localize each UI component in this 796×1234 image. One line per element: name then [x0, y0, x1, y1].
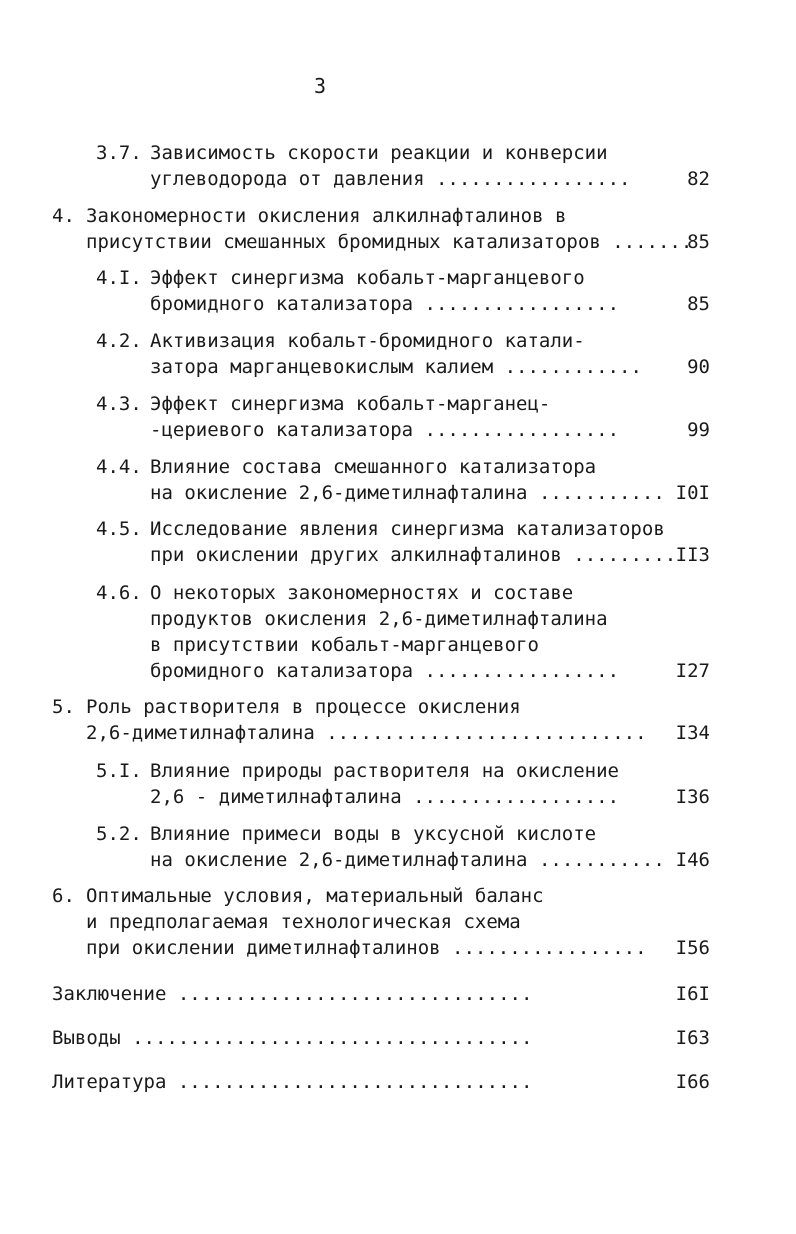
entry-title-line: Оптимальные условия, материальный баланс — [86, 885, 544, 907]
entry-page-number: I56 — [675, 937, 710, 959]
entry-title-line: продуктов окисления 2,6-диметилнафталина — [150, 608, 608, 630]
entry-title-line: Зависимость скорости реакции и конверсии — [150, 142, 608, 164]
entry-title-line: Влияние природы растворителя на окисление — [150, 760, 619, 782]
entry-title-last-line: -цериевого катализатора ................. — [150, 419, 620, 441]
entry-number: 4. — [52, 205, 75, 227]
entry-title-last-line: при окислении других алкилнафталинов ......... — [150, 544, 677, 566]
entry-title-last-line: на окисление 2,6-диметилнафталина ........... — [150, 849, 665, 871]
leader-dots: ................. — [413, 293, 620, 315]
leader-dots: ....... — [600, 231, 693, 253]
entry-number: 4.I. — [96, 267, 142, 289]
entry-number: 6. — [52, 885, 75, 907]
leader-dots: .................. — [401, 786, 620, 808]
entry-number: 5.2. — [96, 823, 142, 845]
leader-dots: ................................... — [120, 1027, 533, 1049]
entry-number: 4.2. — [96, 330, 142, 352]
entry-page-number: II3 — [675, 544, 710, 566]
entry-title-line: в присутствии кобальт-марганцевого — [150, 634, 539, 656]
entry-title-line: Исследование явления синергизма катализаторов — [150, 518, 665, 540]
entry-title-line: Активизация кобальт-бромидного катали- — [150, 330, 585, 352]
entry-title-last-line: бромидного катализатора ................. — [150, 293, 620, 315]
leader-dots: ............................ — [314, 722, 647, 744]
entry-page-number: I46 — [675, 849, 710, 871]
entry-title-line: Влияние состава смешанного катализатора — [150, 456, 597, 478]
entry-page-number: I6I — [675, 983, 710, 1005]
entry-page-number: I34 — [675, 722, 710, 744]
leader-dots: ................. — [424, 168, 631, 190]
entry-number: 3.7. — [96, 142, 142, 164]
entry-number: 5.I. — [96, 760, 142, 782]
entry-number: 5. — [52, 696, 75, 718]
entry-page-number: 85 — [687, 293, 710, 315]
leader-dots: ........... — [527, 482, 665, 504]
entry-number: 4.3. — [96, 393, 142, 415]
entry-title-last-line: присутствии смешанных бромидных катализаторов ....... — [86, 231, 693, 253]
entry-title-last-line: Литература ............................... — [52, 1071, 533, 1093]
entry-number: 4.4. — [96, 456, 142, 478]
leader-dots: ............................... — [166, 1071, 533, 1093]
entry-title-line: Роль растворителя в процессе окисления — [86, 696, 521, 718]
entry-title-last-line: затора марганцевокислым калием ............ — [150, 356, 642, 378]
entry-page-number: 90 — [687, 356, 710, 378]
entry-title-line: Эффект синергизма кобальт-марганцевого — [150, 267, 585, 289]
leader-dots: ............ — [493, 356, 642, 378]
entry-title-last-line: бромидного катализатора ................. — [150, 660, 620, 682]
page-number: 3 — [313, 74, 327, 98]
leader-dots: ........... — [527, 849, 665, 871]
entry-title-line: и предполагаемая технологическая схема — [86, 911, 521, 933]
leader-dots: ......... — [561, 544, 677, 566]
entry-title-last-line: углеводорода от давления ................. — [150, 168, 631, 190]
entry-page-number: 85 — [687, 231, 710, 253]
entry-title-last-line: на окисление 2,6-диметилнафталина ........... — [150, 482, 665, 504]
entry-title-line: О некоторых закономерностях и составе — [150, 582, 574, 604]
entry-page-number: I63 — [675, 1027, 710, 1049]
entry-number: 4.5. — [96, 518, 142, 540]
entry-title-line: Влияние примеси воды в уксусной кислоте — [150, 823, 597, 845]
leader-dots: ................. — [440, 937, 647, 959]
entry-page-number: 82 — [687, 168, 710, 190]
entry-page-number: I66 — [675, 1071, 710, 1093]
leader-dots: ................. — [413, 660, 620, 682]
entry-title-line: Эффект синергизма кобальт-марганец- — [150, 393, 551, 415]
entry-title-last-line: при окислении диметилнафталинов ................. — [86, 937, 647, 959]
entry-number: 4.6. — [96, 582, 142, 604]
entry-title-last-line: Заключение ............................... — [52, 983, 533, 1005]
entry-title-last-line: Выводы ................................... — [52, 1027, 533, 1049]
entry-page-number: I27 — [675, 660, 710, 682]
leader-dots: ................. — [413, 419, 620, 441]
entry-page-number: I36 — [675, 786, 710, 808]
entry-page-number: I0I — [675, 482, 710, 504]
leader-dots: ............................... — [166, 983, 533, 1005]
entry-title-last-line: 2,6 - диметилнафталина .................. — [150, 786, 620, 808]
entry-title-last-line: 2,6-диметилнафталина ............................ — [86, 722, 647, 744]
entry-page-number: 99 — [687, 419, 710, 441]
entry-title-line: Закономерности окисления алкилнафталинов в — [86, 205, 567, 227]
